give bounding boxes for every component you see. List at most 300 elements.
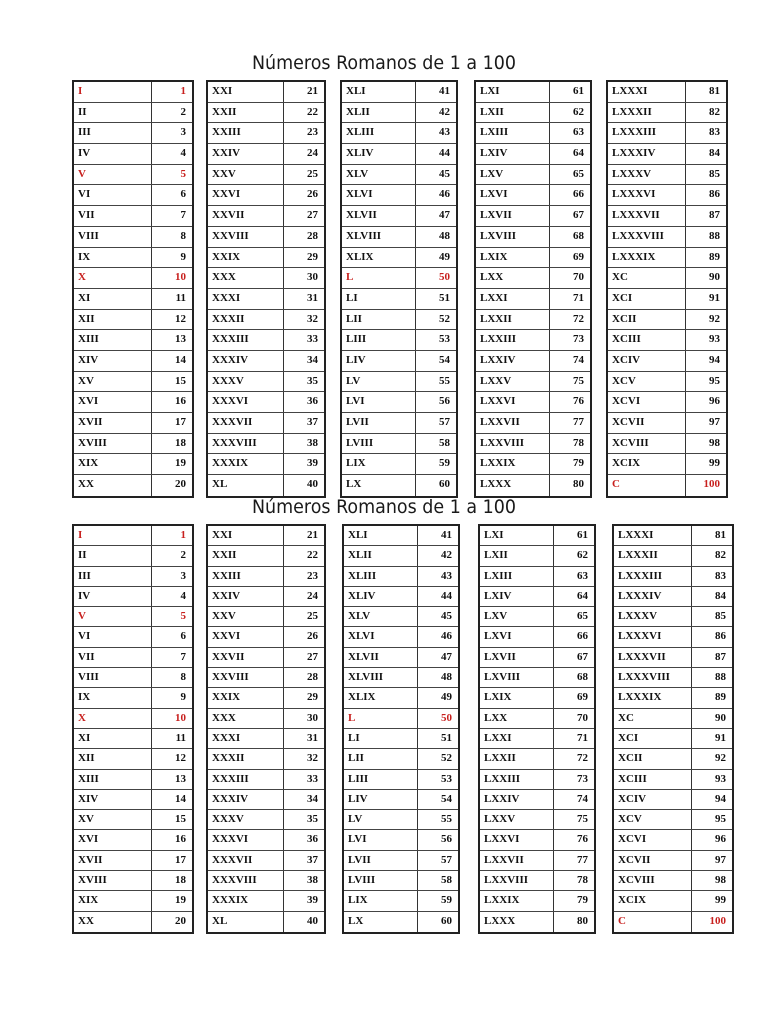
roman-numeral-cell: XLI <box>342 82 416 102</box>
arabic-number-cell: 32 <box>307 752 318 765</box>
roman-numeral-cell: XXV <box>208 607 284 626</box>
table-row <box>342 392 456 413</box>
roman-numeral-cell: XXIII <box>208 567 284 586</box>
roman-numeral-cell: LIV <box>344 790 418 809</box>
table-row <box>614 709 732 729</box>
roman-numeral-cell: XIV <box>74 351 152 371</box>
roman-numeral-cell: V <box>74 607 152 626</box>
roman-numeral-cell: XVI <box>74 830 152 849</box>
roman-numeral-cell: XCII <box>608 310 686 330</box>
arabic-number-cell: 60 <box>441 914 452 927</box>
table-row <box>208 103 324 124</box>
table-row <box>614 627 732 647</box>
roman-numeral-cell: LXVII <box>476 206 550 226</box>
arabic-number-cell: 63 <box>573 126 584 139</box>
arabic-number-cell: 88 <box>715 671 726 684</box>
roman-numeral-cell: IX <box>74 248 152 268</box>
arabic-number-cell: 80 <box>577 914 588 927</box>
arabic-number-cell: 23 <box>307 569 318 582</box>
table-row <box>614 871 732 891</box>
table-row <box>480 546 594 566</box>
arabic-number-cell: 64 <box>573 147 584 160</box>
arabic-number-cell: 100 <box>703 478 720 491</box>
numeral-table-21-40 <box>206 80 326 498</box>
table-row <box>208 729 324 749</box>
table-row <box>74 871 192 891</box>
roman-numeral-cell: XII <box>74 749 152 768</box>
roman-numeral-cell: LXVI <box>480 627 554 646</box>
table-row <box>608 165 726 186</box>
arabic-number-cell: 72 <box>573 312 584 325</box>
roman-numeral-cell: XVIII <box>74 871 152 890</box>
table-row <box>614 830 732 850</box>
table-row <box>208 648 324 668</box>
roman-numeral-cell: XXVIII <box>208 668 284 687</box>
roman-numeral-cell: XXXIX <box>208 891 284 910</box>
arabic-number-cell: 8 <box>180 671 186 684</box>
roman-numeral-cell: XXXI <box>208 289 284 309</box>
arabic-number-cell: 15 <box>175 813 186 826</box>
table-row <box>208 627 324 647</box>
roman-numeral-cell: LXXXIV <box>608 144 686 164</box>
arabic-number-cell: 17 <box>175 416 186 428</box>
table-row <box>74 729 192 749</box>
arabic-number-cell: 41 <box>441 529 452 541</box>
table-row <box>614 587 732 607</box>
table-row <box>342 144 456 165</box>
roman-numeral-cell: III <box>74 123 152 143</box>
table-row <box>74 268 192 289</box>
table-row <box>608 330 726 351</box>
numeral-table-1-20 <box>72 80 194 498</box>
table-row <box>476 413 590 434</box>
arabic-number-cell: 84 <box>715 589 726 602</box>
arabic-number-cell: 20 <box>175 478 186 491</box>
table-row <box>480 567 594 587</box>
roman-numeral-cell: XC <box>608 268 686 288</box>
arabic-number-cell: 53 <box>439 333 450 346</box>
arabic-number-cell: 1 <box>180 85 186 97</box>
roman-numeral-cell: LXXV <box>476 372 550 392</box>
roman-numeral-cell: LXXX <box>480 912 554 932</box>
roman-numeral-cell: XXII <box>208 103 284 123</box>
roman-numeral-cell: LXXXVI <box>614 627 692 646</box>
table-row <box>74 546 192 566</box>
roman-numeral-cell: LIX <box>344 891 418 910</box>
roman-numeral-cell: LXXI <box>480 729 554 748</box>
table-row <box>74 587 192 607</box>
roman-numeral-cell: LXXVII <box>476 413 550 433</box>
roman-numeral-cell: LXXXVII <box>608 206 686 226</box>
table-row <box>342 123 456 144</box>
arabic-number-cell: 59 <box>439 457 450 470</box>
table-row <box>608 392 726 413</box>
arabic-number-cell: 51 <box>441 731 452 744</box>
table-row <box>208 123 324 144</box>
roman-numeral-cell: LXXXIII <box>614 567 692 586</box>
arabic-number-cell: 18 <box>175 436 186 449</box>
arabic-number-cell: 25 <box>307 167 318 180</box>
table-row <box>476 454 590 475</box>
roman-numeral-cell: LIV <box>342 351 416 371</box>
roman-numeral-cell: LXXXVIII <box>608 227 686 247</box>
roman-numeral-cell: XCIII <box>608 330 686 350</box>
table-row <box>608 454 726 475</box>
arabic-number-cell: 10 <box>175 271 186 284</box>
table-row <box>480 871 594 891</box>
arabic-number-cell: 43 <box>441 569 452 582</box>
table-row <box>476 123 590 144</box>
roman-numeral-cell: XXV <box>208 165 284 185</box>
roman-numeral-cell: LXXXVIII <box>614 668 692 687</box>
table-row <box>74 567 192 587</box>
roman-numeral-cell: LXXXVII <box>614 648 692 667</box>
roman-numeral-cell: XXIV <box>208 587 284 606</box>
table-row <box>480 709 594 729</box>
roman-numeral-cell: IV <box>74 587 152 606</box>
numeral-table-61-80 <box>474 80 592 498</box>
roman-numeral-cell: XXXIX <box>208 454 284 474</box>
table-row <box>480 627 594 647</box>
table-row <box>74 668 192 688</box>
roman-numeral-cell: LXI <box>480 526 554 545</box>
arabic-number-cell: 48 <box>439 229 450 242</box>
arabic-number-cell: 46 <box>441 630 452 643</box>
table-row <box>614 546 732 566</box>
roman-numeral-cell: LI <box>344 729 418 748</box>
arabic-number-cell: 84 <box>709 147 720 160</box>
roman-numeral-cell: XLIV <box>342 144 416 164</box>
table-row <box>74 103 192 124</box>
table-row <box>614 810 732 830</box>
arabic-number-cell: 78 <box>573 436 584 449</box>
arabic-number-cell: 69 <box>577 691 588 704</box>
roman-numeral-cell: XXVI <box>208 627 284 646</box>
arabic-number-cell: 71 <box>573 291 584 304</box>
arabic-number-cell: 76 <box>573 395 584 408</box>
arabic-number-cell: 72 <box>577 752 588 765</box>
arabic-number-cell: 61 <box>577 529 588 541</box>
table-row <box>208 392 324 413</box>
table-row <box>208 810 324 830</box>
table-row <box>74 372 192 393</box>
arabic-number-cell: 7 <box>180 209 186 222</box>
table-row <box>208 770 324 790</box>
arabic-number-cell: 52 <box>439 312 450 325</box>
roman-numeral-cell: XLIX <box>342 248 416 268</box>
arabic-number-cell: 75 <box>573 374 584 387</box>
roman-numeral-cell: LXXXII <box>608 103 686 123</box>
roman-numeral-cell: LXIII <box>480 567 554 586</box>
table-row <box>608 123 726 144</box>
table-row <box>208 454 324 475</box>
arabic-number-cell: 7 <box>180 650 186 663</box>
roman-numeral-cell: XCV <box>608 372 686 392</box>
arabic-number-cell: 3 <box>180 569 186 582</box>
table-row <box>344 709 458 729</box>
arabic-number-cell: 71 <box>577 731 588 744</box>
table-row <box>344 912 458 932</box>
arabic-number-cell: 62 <box>573 105 584 118</box>
roman-numeral-cell: XLVII <box>344 648 418 667</box>
roman-numeral-cell: I <box>74 526 152 545</box>
roman-numeral-cell: XXXVII <box>208 413 284 433</box>
table-row <box>74 830 192 850</box>
arabic-number-cell: 45 <box>439 167 450 180</box>
roman-numeral-cell: XI <box>74 289 152 309</box>
table-row <box>208 891 324 911</box>
table-row <box>74 749 192 769</box>
arabic-number-cell: 32 <box>307 312 318 325</box>
arabic-number-cell: 14 <box>175 792 186 805</box>
arabic-number-cell: 81 <box>709 85 720 97</box>
arabic-number-cell: 26 <box>307 630 318 643</box>
numeral-table-1-20 <box>72 524 194 934</box>
table-row <box>74 206 192 227</box>
roman-numeral-cell: LXXVI <box>476 392 550 412</box>
roman-numeral-cell: XXXIII <box>208 330 284 350</box>
table-row <box>74 248 192 269</box>
arabic-number-cell: 93 <box>709 333 720 346</box>
roman-numeral-cell: LIII <box>342 330 416 350</box>
table-row <box>614 790 732 810</box>
roman-numeral-cell: XXXVI <box>208 830 284 849</box>
arabic-number-cell: 34 <box>307 792 318 805</box>
roman-numeral-cell: LV <box>342 372 416 392</box>
table-row <box>74 770 192 790</box>
arabic-number-cell: 90 <box>715 711 726 724</box>
roman-numeral-cell: XCIII <box>614 770 692 789</box>
roman-numeral-cell: II <box>74 546 152 565</box>
roman-numeral-cell: XXXIV <box>208 351 284 371</box>
table-row <box>608 351 726 372</box>
table-row <box>74 851 192 871</box>
arabic-number-cell: 58 <box>441 874 452 887</box>
roman-numeral-cell: LXXVIII <box>480 871 554 890</box>
arabic-number-cell: 51 <box>439 291 450 304</box>
arabic-number-cell: 78 <box>577 874 588 887</box>
table-row <box>344 749 458 769</box>
arabic-number-cell: 37 <box>307 853 318 866</box>
roman-numeral-cell: LXV <box>476 165 550 185</box>
roman-numeral-cell: XCII <box>614 749 692 768</box>
table-row <box>476 392 590 413</box>
table-row <box>74 351 192 372</box>
arabic-number-cell: 27 <box>307 209 318 222</box>
arabic-number-cell: 18 <box>175 874 186 887</box>
arabic-number-cell: 40 <box>307 914 318 927</box>
roman-numeral-cell: XXXI <box>208 729 284 748</box>
arabic-number-cell: 90 <box>709 271 720 284</box>
arabic-number-cell: 63 <box>577 569 588 582</box>
arabic-number-cell: 19 <box>175 457 186 470</box>
table-row <box>480 830 594 850</box>
arabic-number-cell: 5 <box>180 610 186 623</box>
table-row <box>344 830 458 850</box>
roman-numeral-cell: LXIV <box>476 144 550 164</box>
roman-numeral-cell: XXVII <box>208 206 284 226</box>
table-row <box>342 268 456 289</box>
table-row <box>344 851 458 871</box>
arabic-number-cell: 16 <box>175 395 186 408</box>
roman-numeral-cell: VIII <box>74 668 152 687</box>
roman-numeral-cell: LXXIV <box>480 790 554 809</box>
roman-numeral-cell: LXXX <box>476 475 550 496</box>
table-row <box>74 434 192 455</box>
arabic-number-cell: 52 <box>441 752 452 765</box>
arabic-number-cell: 2 <box>180 105 186 118</box>
roman-numeral-cell: L <box>342 268 416 288</box>
arabic-number-cell: 31 <box>307 291 318 304</box>
table-row <box>480 607 594 627</box>
arabic-number-cell: 53 <box>441 772 452 785</box>
table-row <box>476 165 590 186</box>
arabic-number-cell: 98 <box>715 874 726 887</box>
roman-numeral-cell: LXVII <box>480 648 554 667</box>
roman-numeral-cell: LXXV <box>480 810 554 829</box>
roman-numeral-cell: LXXXIV <box>614 587 692 606</box>
table-row <box>344 770 458 790</box>
table-row <box>476 372 590 393</box>
arabic-number-cell: 75 <box>577 813 588 826</box>
roman-numeral-cell: LVI <box>344 830 418 849</box>
arabic-number-cell: 27 <box>307 650 318 663</box>
roman-numeral-cell: XV <box>74 372 152 392</box>
roman-numeral-cell: IV <box>74 144 152 164</box>
table-row <box>74 912 192 932</box>
table-row <box>608 144 726 165</box>
table-row <box>608 310 726 331</box>
table-row <box>480 668 594 688</box>
roman-numeral-cell: XCIV <box>614 790 692 809</box>
roman-numeral-cell: LXXII <box>476 310 550 330</box>
roman-numeral-cell: LXXIV <box>476 351 550 371</box>
arabic-number-cell: 100 <box>709 914 726 927</box>
roman-numeral-cell: XLV <box>342 165 416 185</box>
table-row <box>614 526 732 546</box>
table-row <box>208 790 324 810</box>
arabic-number-cell: 49 <box>439 250 450 263</box>
table-row <box>608 248 726 269</box>
roman-numeral-cell: XIX <box>74 454 152 474</box>
table-row <box>480 749 594 769</box>
arabic-number-cell: 29 <box>307 250 318 263</box>
numeral-table-61-80 <box>478 524 596 934</box>
arabic-number-cell: 47 <box>439 209 450 222</box>
table-row <box>344 810 458 830</box>
arabic-number-cell: 87 <box>715 650 726 663</box>
roman-numeral-cell: XXXVI <box>208 392 284 412</box>
table-row <box>608 413 726 434</box>
arabic-number-cell: 9 <box>180 250 186 263</box>
table-row <box>208 749 324 769</box>
table-row <box>74 392 192 413</box>
arabic-number-cell: 94 <box>715 792 726 805</box>
roman-numeral-cell: LVIII <box>344 871 418 890</box>
roman-numeral-cell: VI <box>74 627 152 646</box>
arabic-number-cell: 21 <box>307 85 318 97</box>
roman-numeral-cell: XLVIII <box>344 668 418 687</box>
arabic-number-cell: 21 <box>307 529 318 541</box>
roman-numeral-cell: LVII <box>344 851 418 870</box>
arabic-number-cell: 56 <box>441 833 452 846</box>
table-row <box>74 454 192 475</box>
arabic-number-cell: 49 <box>441 691 452 704</box>
arabic-number-cell: 60 <box>439 478 450 491</box>
arabic-number-cell: 47 <box>441 650 452 663</box>
roman-numeral-cell: LXXVIII <box>476 434 550 454</box>
arabic-number-cell: 20 <box>175 914 186 927</box>
table-row <box>208 310 324 331</box>
roman-numeral-cell: XIII <box>74 330 152 350</box>
table-row <box>342 227 456 248</box>
arabic-number-cell: 26 <box>307 188 318 201</box>
roman-numeral-cell: XVIII <box>74 434 152 454</box>
arabic-number-cell: 24 <box>307 147 318 160</box>
arabic-number-cell: 6 <box>180 630 186 643</box>
table-row <box>344 729 458 749</box>
table-row <box>608 82 726 103</box>
table-row <box>614 607 732 627</box>
roman-numeral-cell: XCI <box>608 289 686 309</box>
table-row <box>480 587 594 607</box>
roman-numeral-cell: XLIII <box>344 567 418 586</box>
roman-numeral-cell: XCVII <box>614 851 692 870</box>
roman-numeral-cell: LXXIX <box>480 891 554 910</box>
table-row <box>74 648 192 668</box>
roman-numeral-cell: LXXXI <box>614 526 692 545</box>
table-row <box>480 770 594 790</box>
table-row <box>208 567 324 587</box>
table-row <box>344 567 458 587</box>
arabic-number-cell: 76 <box>577 833 588 846</box>
table-row <box>342 248 456 269</box>
table-row <box>344 668 458 688</box>
table-row <box>480 790 594 810</box>
arabic-number-cell: 74 <box>577 792 588 805</box>
arabic-number-cell: 23 <box>307 126 318 139</box>
arabic-number-cell: 89 <box>715 691 726 704</box>
table-row <box>614 912 732 932</box>
table-row <box>344 526 458 546</box>
table-row <box>342 206 456 227</box>
arabic-number-cell: 8 <box>180 229 186 242</box>
arabic-number-cell: 92 <box>715 752 726 765</box>
arabic-number-cell: 65 <box>577 610 588 623</box>
table-row <box>208 248 324 269</box>
table-row <box>342 103 456 124</box>
roman-numeral-cell: XXIII <box>208 123 284 143</box>
roman-numeral-cell: XLIV <box>344 587 418 606</box>
roman-numeral-cell: LXI <box>476 82 550 102</box>
table-row <box>74 413 192 434</box>
arabic-number-cell: 70 <box>577 711 588 724</box>
arabic-number-cell: 85 <box>715 610 726 623</box>
arabic-number-cell: 25 <box>307 610 318 623</box>
table-row <box>480 891 594 911</box>
arabic-number-cell: 39 <box>307 457 318 470</box>
table-row <box>208 851 324 871</box>
arabic-number-cell: 24 <box>307 589 318 602</box>
table-row <box>608 185 726 206</box>
arabic-number-cell: 67 <box>573 209 584 222</box>
table-row <box>344 546 458 566</box>
table-row <box>74 891 192 911</box>
roman-numeral-cell: LXXXVI <box>608 185 686 205</box>
arabic-number-cell: 38 <box>307 874 318 887</box>
arabic-number-cell: 31 <box>307 731 318 744</box>
roman-numeral-cell: XV <box>74 810 152 829</box>
